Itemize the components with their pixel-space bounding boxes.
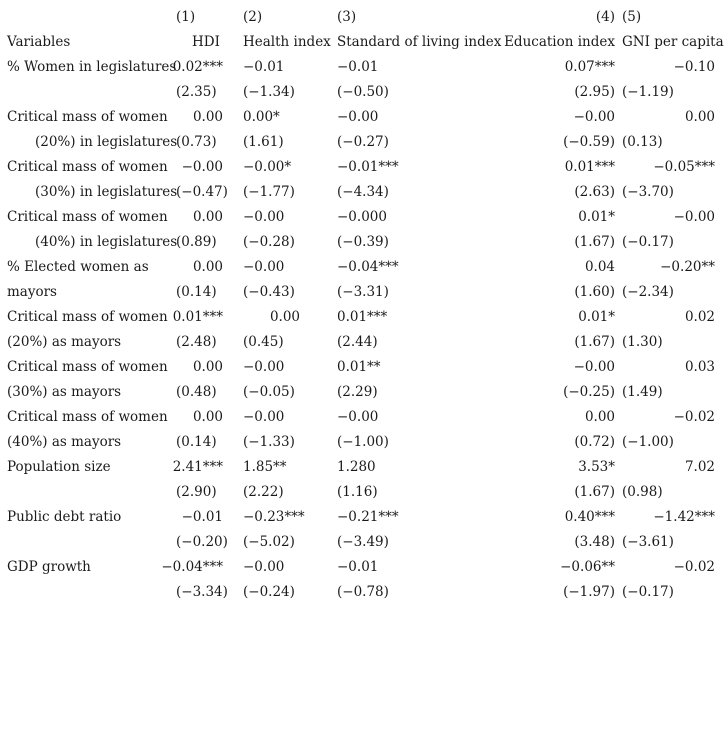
cell-col-2: (1.61) bbox=[243, 134, 284, 150]
cell-col-2: (−1.77) bbox=[243, 184, 295, 200]
cell-col-5: (−0.17) bbox=[622, 234, 674, 250]
cell-col-1: −0.04*** bbox=[161, 559, 223, 575]
cell-col-4: (1.60) bbox=[574, 284, 615, 300]
table-row bbox=[0, 509, 728, 534]
row-label: (30%) as mayors bbox=[7, 384, 122, 400]
cell-col-4: (1.67) bbox=[574, 484, 615, 500]
cell-col-2: 0.00 bbox=[269, 309, 300, 325]
table-row bbox=[0, 209, 728, 234]
table-row bbox=[0, 434, 728, 459]
table-row bbox=[0, 159, 728, 184]
cell-col-1: (0.14) bbox=[176, 434, 217, 450]
cell-col-2: −0.00 bbox=[243, 409, 285, 425]
cell-col-5: (−3.70) bbox=[622, 184, 674, 200]
table-row bbox=[0, 384, 728, 409]
cell-col-4: (1.67) bbox=[574, 234, 615, 250]
cell-col-4: (−0.59) bbox=[563, 134, 615, 150]
cell-col-5: (−1.19) bbox=[622, 84, 674, 100]
cell-col-2: (−1.33) bbox=[243, 434, 295, 450]
cell-col-4: 3.53* bbox=[578, 459, 615, 475]
cell-col-5: 7.02 bbox=[684, 459, 715, 475]
table-row bbox=[0, 84, 728, 109]
cell-col-5: −1.42*** bbox=[653, 509, 715, 525]
column-header-row bbox=[0, 34, 728, 59]
cell-col-3: (−3.31) bbox=[337, 284, 389, 300]
cell-col-5: −0.02 bbox=[673, 559, 715, 575]
cell-col-1: (2.35) bbox=[176, 84, 217, 100]
cell-col-3: (−0.50) bbox=[337, 84, 389, 100]
cell-col-3: 0.01*** bbox=[337, 309, 388, 325]
cell-col-1: (2.90) bbox=[176, 484, 217, 500]
cell-col-1: (0.73) bbox=[176, 134, 217, 150]
table-row bbox=[0, 109, 728, 134]
cell-col-1: (0.14) bbox=[176, 284, 217, 300]
cell-col-1: (2.48) bbox=[176, 334, 217, 350]
row-label: % Elected women as bbox=[7, 259, 149, 275]
cell-col-5: 0.02 bbox=[684, 309, 715, 325]
cell-col-4: −0.00 bbox=[573, 359, 615, 375]
cell-col-5: (1.49) bbox=[622, 384, 663, 400]
row-label: % Women in legislatures bbox=[7, 59, 177, 75]
col-number-4: (4) bbox=[595, 9, 615, 25]
col-header-hdi: HDI bbox=[192, 34, 220, 50]
cell-col-4: (1.67) bbox=[574, 334, 615, 350]
row-label: mayors bbox=[7, 284, 57, 300]
cell-col-4: 0.40*** bbox=[564, 509, 615, 525]
row-label: (20%) as mayors bbox=[7, 334, 122, 350]
cell-col-2: (−0.05) bbox=[243, 384, 295, 400]
table-row bbox=[0, 534, 728, 559]
cell-col-5: (−2.34) bbox=[622, 284, 674, 300]
cell-col-5: (0.98) bbox=[622, 484, 663, 500]
cell-col-4: (2.95) bbox=[574, 84, 615, 100]
cell-col-4: 0.01* bbox=[578, 209, 615, 225]
cell-col-2: (−0.43) bbox=[243, 284, 295, 300]
cell-col-4: (3.48) bbox=[574, 534, 615, 550]
cell-col-2: −0.00 bbox=[243, 259, 285, 275]
table-row bbox=[0, 359, 728, 384]
table-row bbox=[0, 134, 728, 159]
col-header-gni: GNI per capita bbox=[622, 34, 724, 50]
cell-col-1: (−3.34) bbox=[176, 584, 228, 600]
cell-col-3: 1.280 bbox=[337, 459, 376, 475]
table-row bbox=[0, 184, 728, 209]
cell-col-3: −0.00 bbox=[337, 409, 379, 425]
cell-col-2: −0.00 bbox=[243, 559, 285, 575]
row-label: Critical mass of women bbox=[7, 359, 168, 375]
cell-col-4: (−1.97) bbox=[563, 584, 615, 600]
cell-col-1: 0.00 bbox=[192, 359, 223, 375]
cell-col-3: −0.01*** bbox=[337, 159, 399, 175]
cell-col-2: (−1.34) bbox=[243, 84, 295, 100]
variables-header: Variables bbox=[7, 34, 71, 50]
cell-col-5: −0.10 bbox=[673, 59, 715, 75]
cell-col-2: (2.22) bbox=[243, 484, 284, 500]
cell-col-3: (−0.39) bbox=[337, 234, 389, 250]
cell-col-4: −0.00 bbox=[573, 109, 615, 125]
cell-col-4: 0.01*** bbox=[564, 159, 615, 175]
row-label: (30%) in legislatures bbox=[35, 184, 178, 200]
table-row bbox=[0, 459, 728, 484]
cell-col-5: −0.20** bbox=[660, 259, 715, 275]
cell-col-1: 0.02*** bbox=[172, 59, 223, 75]
cell-col-1: (−0.20) bbox=[176, 534, 228, 550]
col-header-education: Education index bbox=[504, 34, 615, 50]
cell-col-2: 0.00* bbox=[243, 109, 280, 125]
cell-col-1: 0.00 bbox=[192, 259, 223, 275]
cell-col-3: −0.21*** bbox=[337, 509, 399, 525]
row-label: Population size bbox=[7, 459, 111, 475]
col-number-1: (1) bbox=[176, 9, 196, 25]
cell-col-5: (−3.61) bbox=[622, 534, 674, 550]
cell-col-3: −0.000 bbox=[337, 209, 387, 225]
table-row bbox=[0, 334, 728, 359]
cell-col-3: (−4.34) bbox=[337, 184, 389, 200]
cell-col-1: (−0.47) bbox=[176, 184, 228, 200]
cell-col-5: (−1.00) bbox=[622, 434, 674, 450]
col-header-health: Health index bbox=[243, 34, 331, 50]
cell-col-3: −0.01 bbox=[337, 59, 379, 75]
row-label: Critical mass of women bbox=[7, 209, 168, 225]
cell-col-3: −0.00 bbox=[337, 109, 379, 125]
cell-col-4: (−0.25) bbox=[563, 384, 615, 400]
row-label: GDP growth bbox=[7, 559, 91, 575]
cell-col-5: 0.00 bbox=[684, 109, 715, 125]
cell-col-1: −0.00 bbox=[181, 159, 223, 175]
cell-col-4: 0.04 bbox=[584, 259, 615, 275]
cell-col-3: (1.16) bbox=[337, 484, 378, 500]
cell-col-2: −0.00 bbox=[243, 359, 285, 375]
table-row bbox=[0, 284, 728, 309]
table-row bbox=[0, 559, 728, 584]
row-label: Critical mass of women bbox=[7, 159, 168, 175]
table-row bbox=[0, 309, 728, 334]
cell-col-3: −0.01 bbox=[337, 559, 379, 575]
cell-col-1: (0.89) bbox=[176, 234, 217, 250]
row-label: (40%) in legislatures bbox=[35, 234, 178, 250]
col-header-living: Standard of living index bbox=[337, 34, 502, 50]
row-label: Critical mass of women bbox=[7, 109, 168, 125]
cell-col-2: 1.85** bbox=[243, 459, 287, 475]
cell-col-1: 2.41*** bbox=[172, 459, 223, 475]
row-label: Public debt ratio bbox=[7, 509, 122, 525]
col-number-2: (2) bbox=[243, 9, 263, 25]
cell-col-4: (0.72) bbox=[574, 434, 615, 450]
table-row bbox=[0, 259, 728, 284]
cell-col-3: (−1.00) bbox=[337, 434, 389, 450]
cell-col-3: 0.01** bbox=[337, 359, 381, 375]
cell-col-1: −0.01 bbox=[181, 509, 223, 525]
cell-col-3: −0.04*** bbox=[337, 259, 399, 275]
cell-col-5: −0.05*** bbox=[653, 159, 715, 175]
cell-col-1: 0.00 bbox=[192, 209, 223, 225]
cell-col-3: (−0.27) bbox=[337, 134, 389, 150]
table-row bbox=[0, 484, 728, 509]
cell-col-2: −0.00* bbox=[243, 159, 292, 175]
col-number-3: (3) bbox=[337, 9, 357, 25]
cell-col-4: 0.01* bbox=[578, 309, 615, 325]
cell-col-5: −0.02 bbox=[673, 409, 715, 425]
row-label: Critical mass of women bbox=[7, 409, 168, 425]
row-label: (20%) in legislatures bbox=[35, 134, 178, 150]
cell-col-2: (−0.24) bbox=[243, 584, 295, 600]
cell-col-5: (0.13) bbox=[622, 134, 663, 150]
cell-col-4: 0.00 bbox=[584, 409, 615, 425]
cell-col-4: 0.07*** bbox=[564, 59, 615, 75]
cell-col-2: (−0.28) bbox=[243, 234, 295, 250]
cell-col-3: (−3.49) bbox=[337, 534, 389, 550]
cell-col-5: (1.30) bbox=[622, 334, 663, 350]
cell-col-3: (2.29) bbox=[337, 384, 378, 400]
cell-col-5: (−0.17) bbox=[622, 584, 674, 600]
cell-col-1: 0.00 bbox=[192, 409, 223, 425]
cell-col-5: −0.00 bbox=[673, 209, 715, 225]
cell-col-2: (0.45) bbox=[243, 334, 284, 350]
table-row bbox=[0, 409, 728, 434]
table-row bbox=[0, 59, 728, 84]
cell-col-4: (2.63) bbox=[574, 184, 615, 200]
cell-col-1: 0.01*** bbox=[172, 309, 223, 325]
cell-col-1: 0.00 bbox=[192, 109, 223, 125]
row-label: (40%) as mayors bbox=[7, 434, 122, 450]
row-label: Critical mass of women bbox=[7, 309, 168, 325]
cell-col-2: −0.01 bbox=[243, 59, 285, 75]
cell-col-5: 0.03 bbox=[684, 359, 715, 375]
col-number-5: (5) bbox=[622, 9, 642, 25]
cell-col-2: (−5.02) bbox=[243, 534, 295, 550]
cell-col-2: −0.23*** bbox=[243, 509, 305, 525]
cell-col-2: −0.00 bbox=[243, 209, 285, 225]
cell-col-1: (0.48) bbox=[176, 384, 217, 400]
table-row bbox=[0, 234, 728, 259]
cell-col-3: (2.44) bbox=[337, 334, 378, 350]
column-number-row bbox=[0, 9, 728, 34]
table-row bbox=[0, 584, 728, 609]
cell-col-3: (−0.78) bbox=[337, 584, 389, 600]
cell-col-4: −0.06** bbox=[560, 559, 615, 575]
